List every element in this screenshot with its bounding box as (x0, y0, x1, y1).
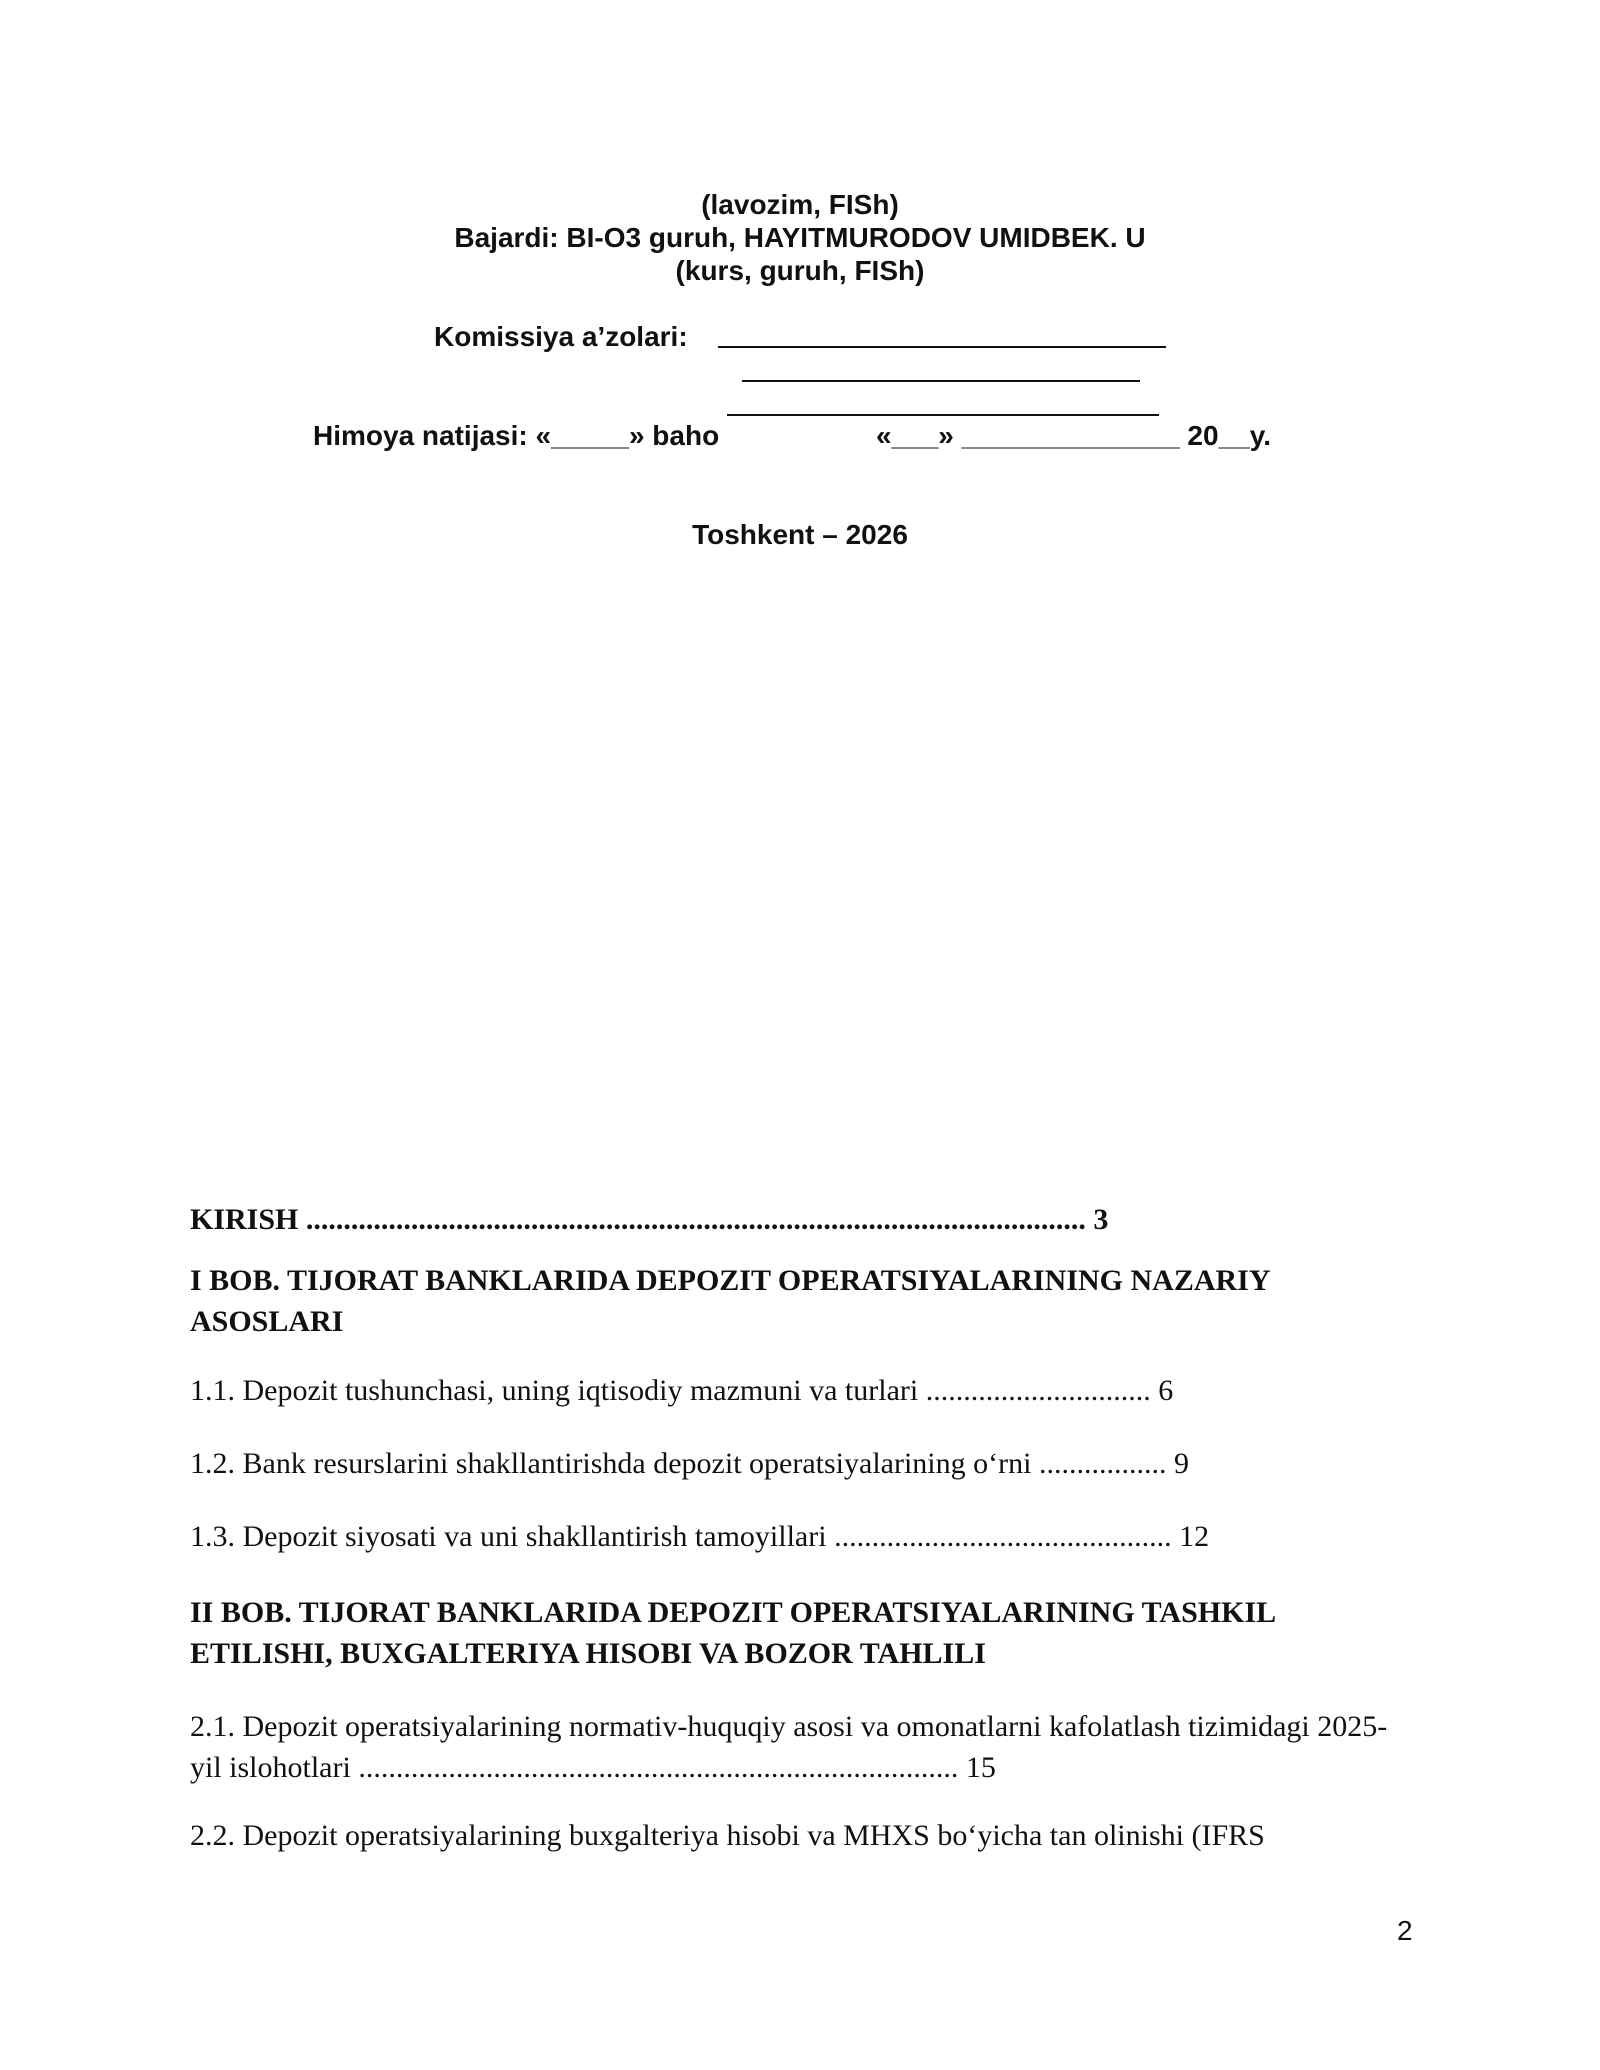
signature-line-3 (727, 414, 1159, 416)
toc-item-2-1: 2.1. Depozit operatsiyalarining normativ-huquqiy asosi va omonatlarni kafolatlash tizimidagi 2025-yil islohotlari ................................................................................ 15 (190, 1710, 1388, 1784)
signature-line-2 (742, 380, 1140, 382)
defense-result: Himoya natijasi: «_____» baho (313, 420, 720, 451)
commission-label: Komissiya a’zolari: (434, 321, 688, 352)
position-label: (lavozim, FISh) (701, 189, 899, 220)
toc-chapter-2-title: II BOB. TIJORAT BANKLARIDA DEPOZIT OPERATSIYALARINING TASHKIL ETILISHI, BUXGALTERIYA HISOBI VA BOZOR TAHLILI (190, 1596, 1275, 1670)
date-line: «___» ______________ 20__y. (876, 420, 1271, 451)
city-year: Toshkent – 2026 (692, 519, 908, 550)
toc-item-1-2: 1.2. Bank resurslarini shakllantirishda depozit operatsiyalarining o‘rni ................. 9 (190, 1447, 1189, 1480)
toc-intro: KIRISH ........................................................................................................ 3 (190, 1203, 1109, 1236)
signature-line-1 (718, 346, 1166, 348)
toc-chapter-1-title: I BOB. TIJORAT BANKLARIDA DEPOZIT OPERATSIYALARINING NAZARIY ASOSLARI (190, 1264, 1270, 1338)
toc-item-1-1: 1.1. Depozit tushunchasi, uning iqtisodiy mazmuni va turlari .............................. 6 (190, 1374, 1174, 1407)
performer-caption: (kurs, guruh, FISh) (675, 255, 925, 286)
toc-item-2-2: 2.2. Depozit operatsiyalarining buxgalteriya hisobi va MHXS bo‘yicha tan olinishi (IFRS (190, 1819, 1265, 1852)
toc-item-1-3: 1.3. Depozit siyosati va uni shakllantirish tamoyillari ............................................. 12 (190, 1520, 1210, 1553)
page-number: 2 (1397, 1915, 1413, 1946)
performer-line: Bajardi: BI-O3 guruh, HAYITMURODOV UMIDBEK. U (454, 222, 1146, 253)
